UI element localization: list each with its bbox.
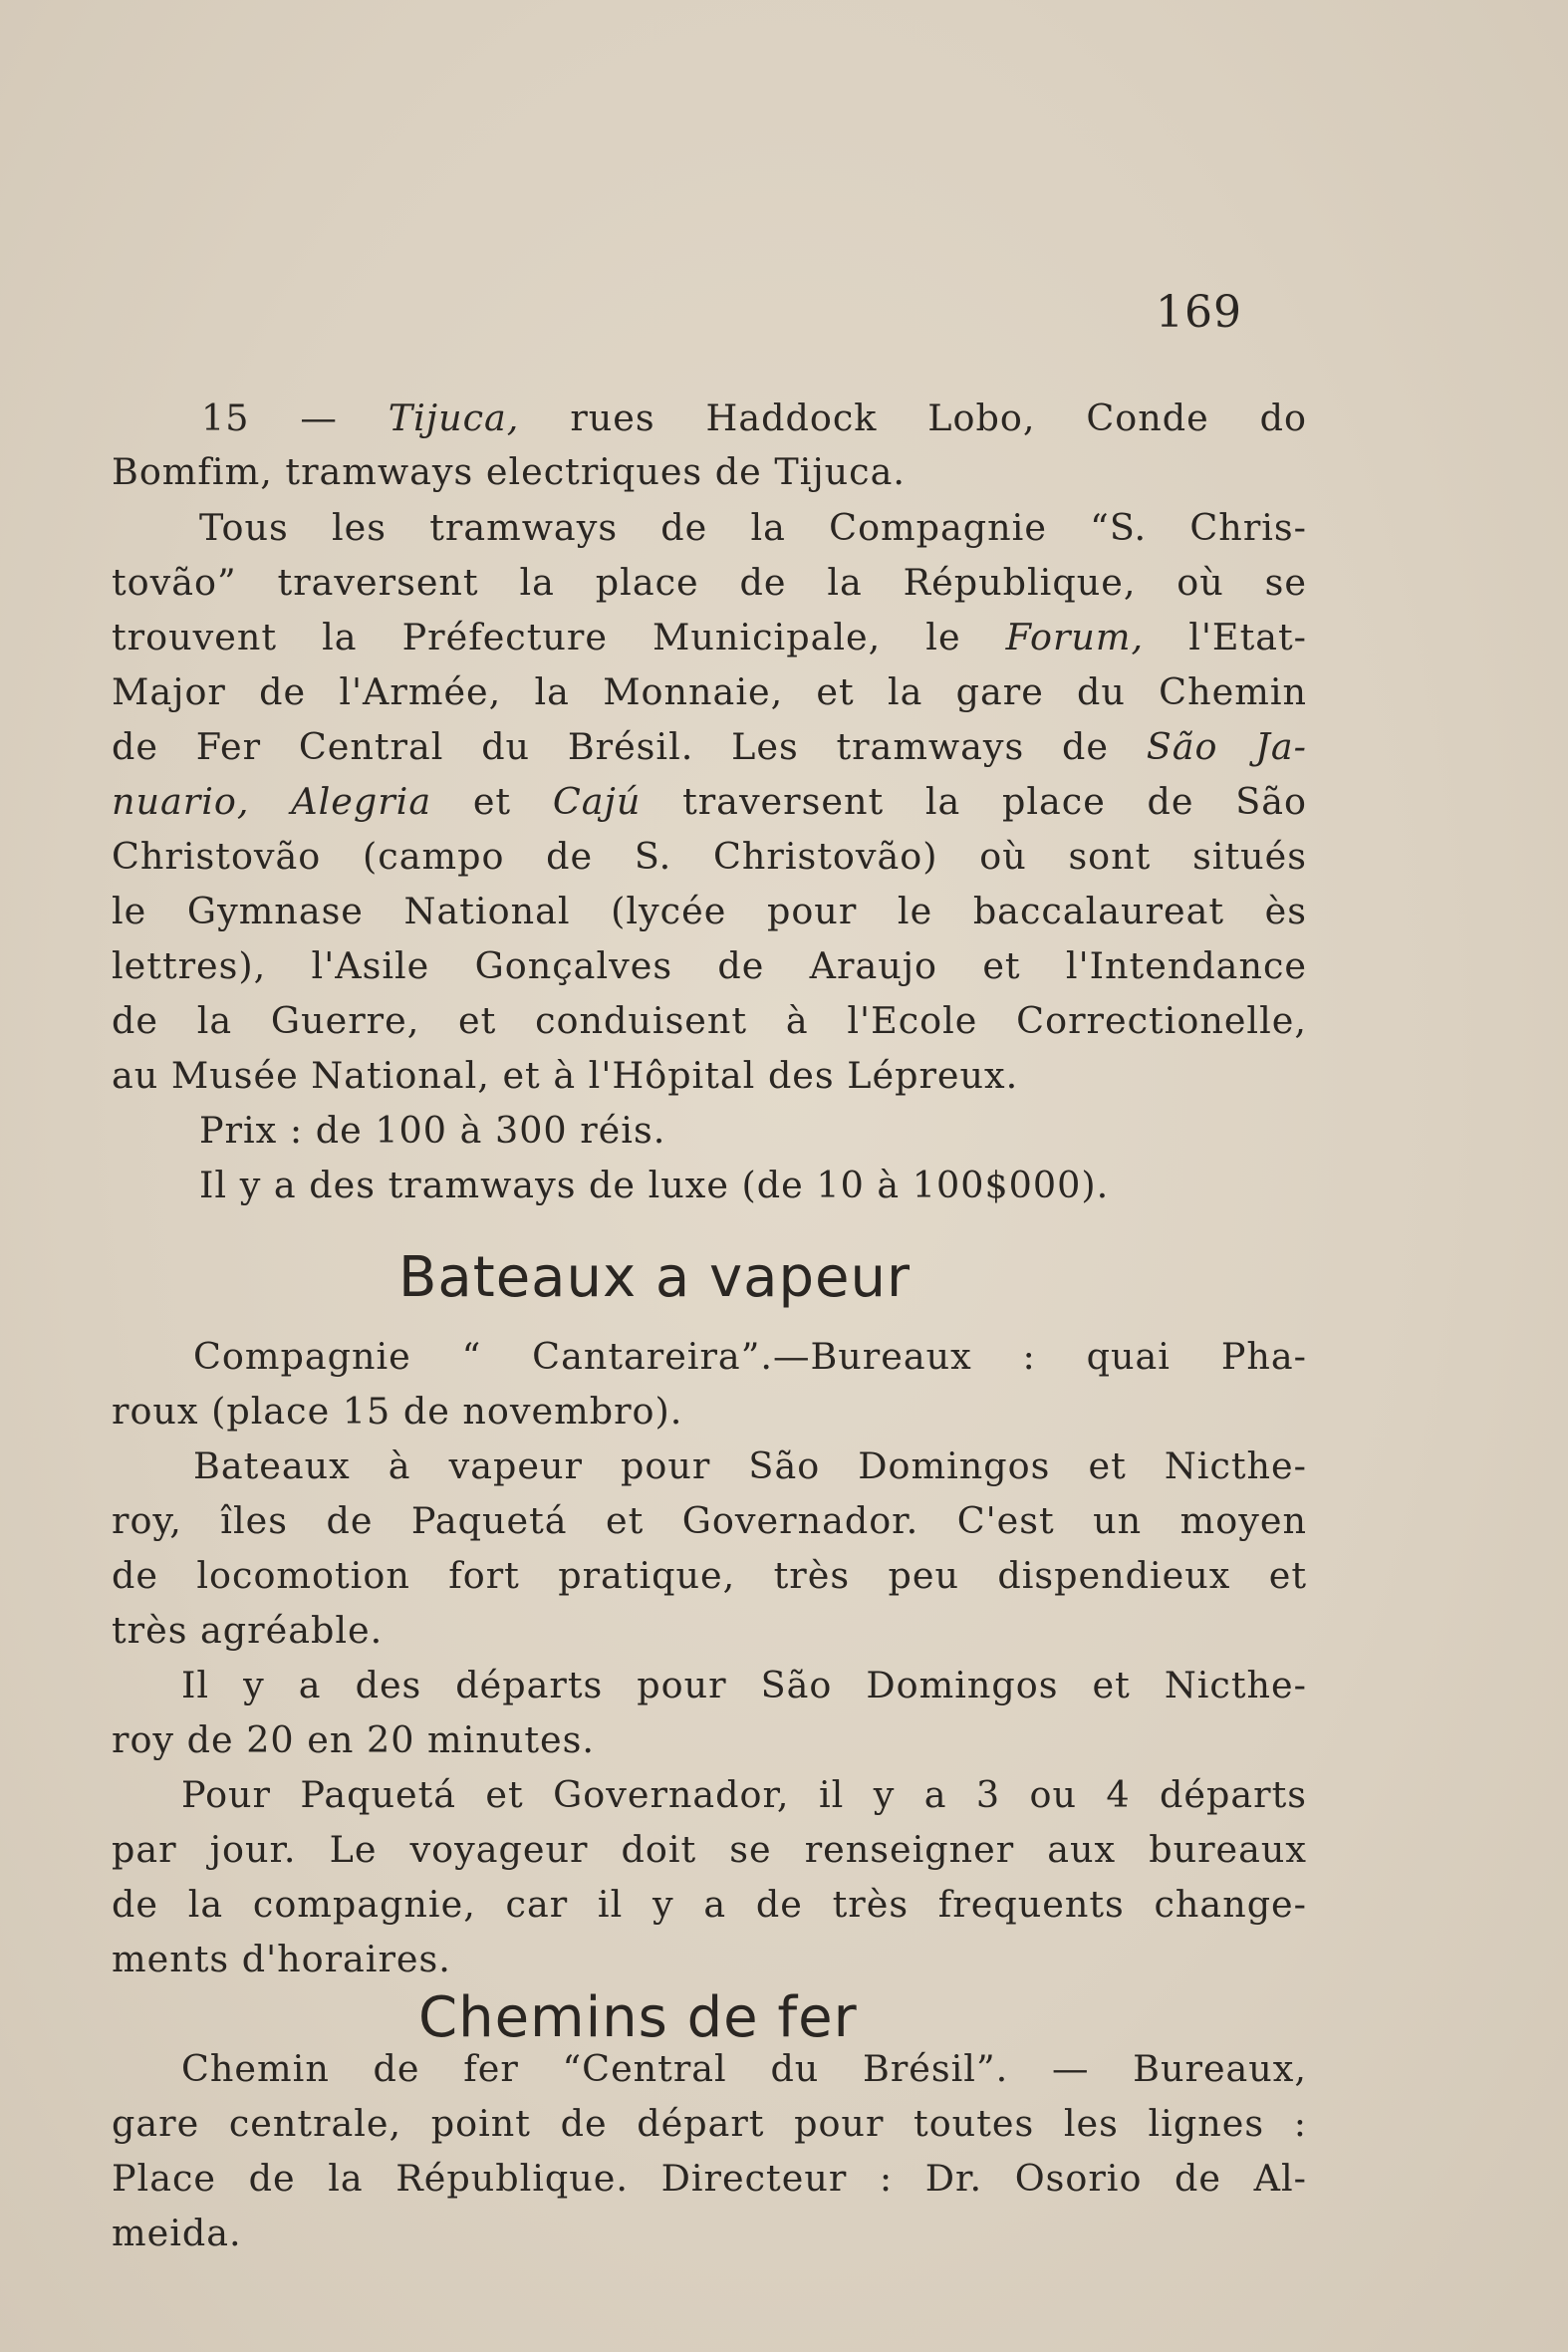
p6-line-1: Bateaux à vapeur pour São Domingos et Nicthe- <box>193 1444 1307 1487</box>
p2-line-7: Christovão (campo de S. Christovão) où sont situés <box>112 835 1307 878</box>
price-line: Prix : de 100 à 300 réis. <box>199 1109 666 1152</box>
p7-line-1: Il y a des départs pour São Domingos et Nicthe- <box>181 1664 1307 1706</box>
p6-line-4: très agréable. <box>112 1609 384 1652</box>
p9-line-1: Chemin de fer “Central du Brésil”. — Bureaux, <box>181 2047 1307 2090</box>
p8-line-2: par jour. Le voyageur doit se renseigner aux bureaux <box>112 1828 1307 1871</box>
p2-line-1: Tous les tramways de la Compagnie “S. Chris- <box>199 506 1307 549</box>
p2-line-11: au Musée National, et à l'Hôpital des Lépreux. <box>112 1054 1019 1097</box>
p6-line-3: de locomotion fort pratique, très peu dispendieux et <box>112 1554 1307 1597</box>
luxury-tramways-line: Il y a des tramways de luxe (de 10 à 100$000). <box>199 1164 1110 1206</box>
p2-line-4: Major de l'Armée, la Monnaie, et la gare du Chemin <box>112 670 1307 713</box>
p2-line-2: tovão” traversent la place de la République, où se <box>112 561 1307 604</box>
p5-line-1: Compagnie “ Cantareira”.—Bureaux : quai Pha- <box>193 1335 1307 1378</box>
p2-line-5: de Fer Central du Brésil. Les tramways de São Ja- <box>112 725 1307 768</box>
p2-line-9: lettres), l'Asile Gonçalves de Araujo et l'Intendance <box>112 944 1307 987</box>
p8-line-4: ments d'horaires. <box>112 1938 451 1980</box>
page-number: 169 <box>1156 287 1242 338</box>
p1-line-1: 15 — Tijuca, rues Haddock Lobo, Conde do <box>201 396 1307 439</box>
p9-line-3: Place de la République. Directeur : Dr. Osorio de Al- <box>112 2157 1307 2200</box>
heading-chemins-de-fer: Chemins de fer <box>418 1985 858 2050</box>
heading-bateaux-a-vapeur: Bateaux a vapeur <box>398 1245 911 1310</box>
p7-line-2: roy de 20 en 20 minutes. <box>112 1718 595 1761</box>
p2-line-8: le Gymnase National (lycée pour le baccalaureat ès <box>112 890 1307 932</box>
p2-line-3: trouvent la Préfecture Municipale, le Forum, l'Etat- <box>112 616 1307 658</box>
p5-line-2: roux (place 15 de novembro). <box>112 1390 683 1433</box>
p9-line-2: gare centrale, point de départ pour toutes les lignes : <box>112 2102 1307 2145</box>
p2-line-6: nuario, Alegria et Cajú traversent la place de São <box>112 780 1307 823</box>
p9-line-4: meida. <box>112 2212 242 2254</box>
p8-line-3: de la compagnie, car il y a de très frequents change- <box>112 1883 1307 1926</box>
p6-line-2: roy, îles de Paquetá et Governador. C'est un moyen <box>112 1499 1307 1542</box>
p8-line-1: Pour Paquetá et Governador, il y a 3 ou 4 départs <box>181 1773 1307 1816</box>
p1-line-2: Bomfim, tramways electriques de Tijuca. <box>112 450 906 493</box>
p2-line-10: de la Guerre, et conduisent à l'Ecole Correctionelle, <box>112 999 1307 1042</box>
